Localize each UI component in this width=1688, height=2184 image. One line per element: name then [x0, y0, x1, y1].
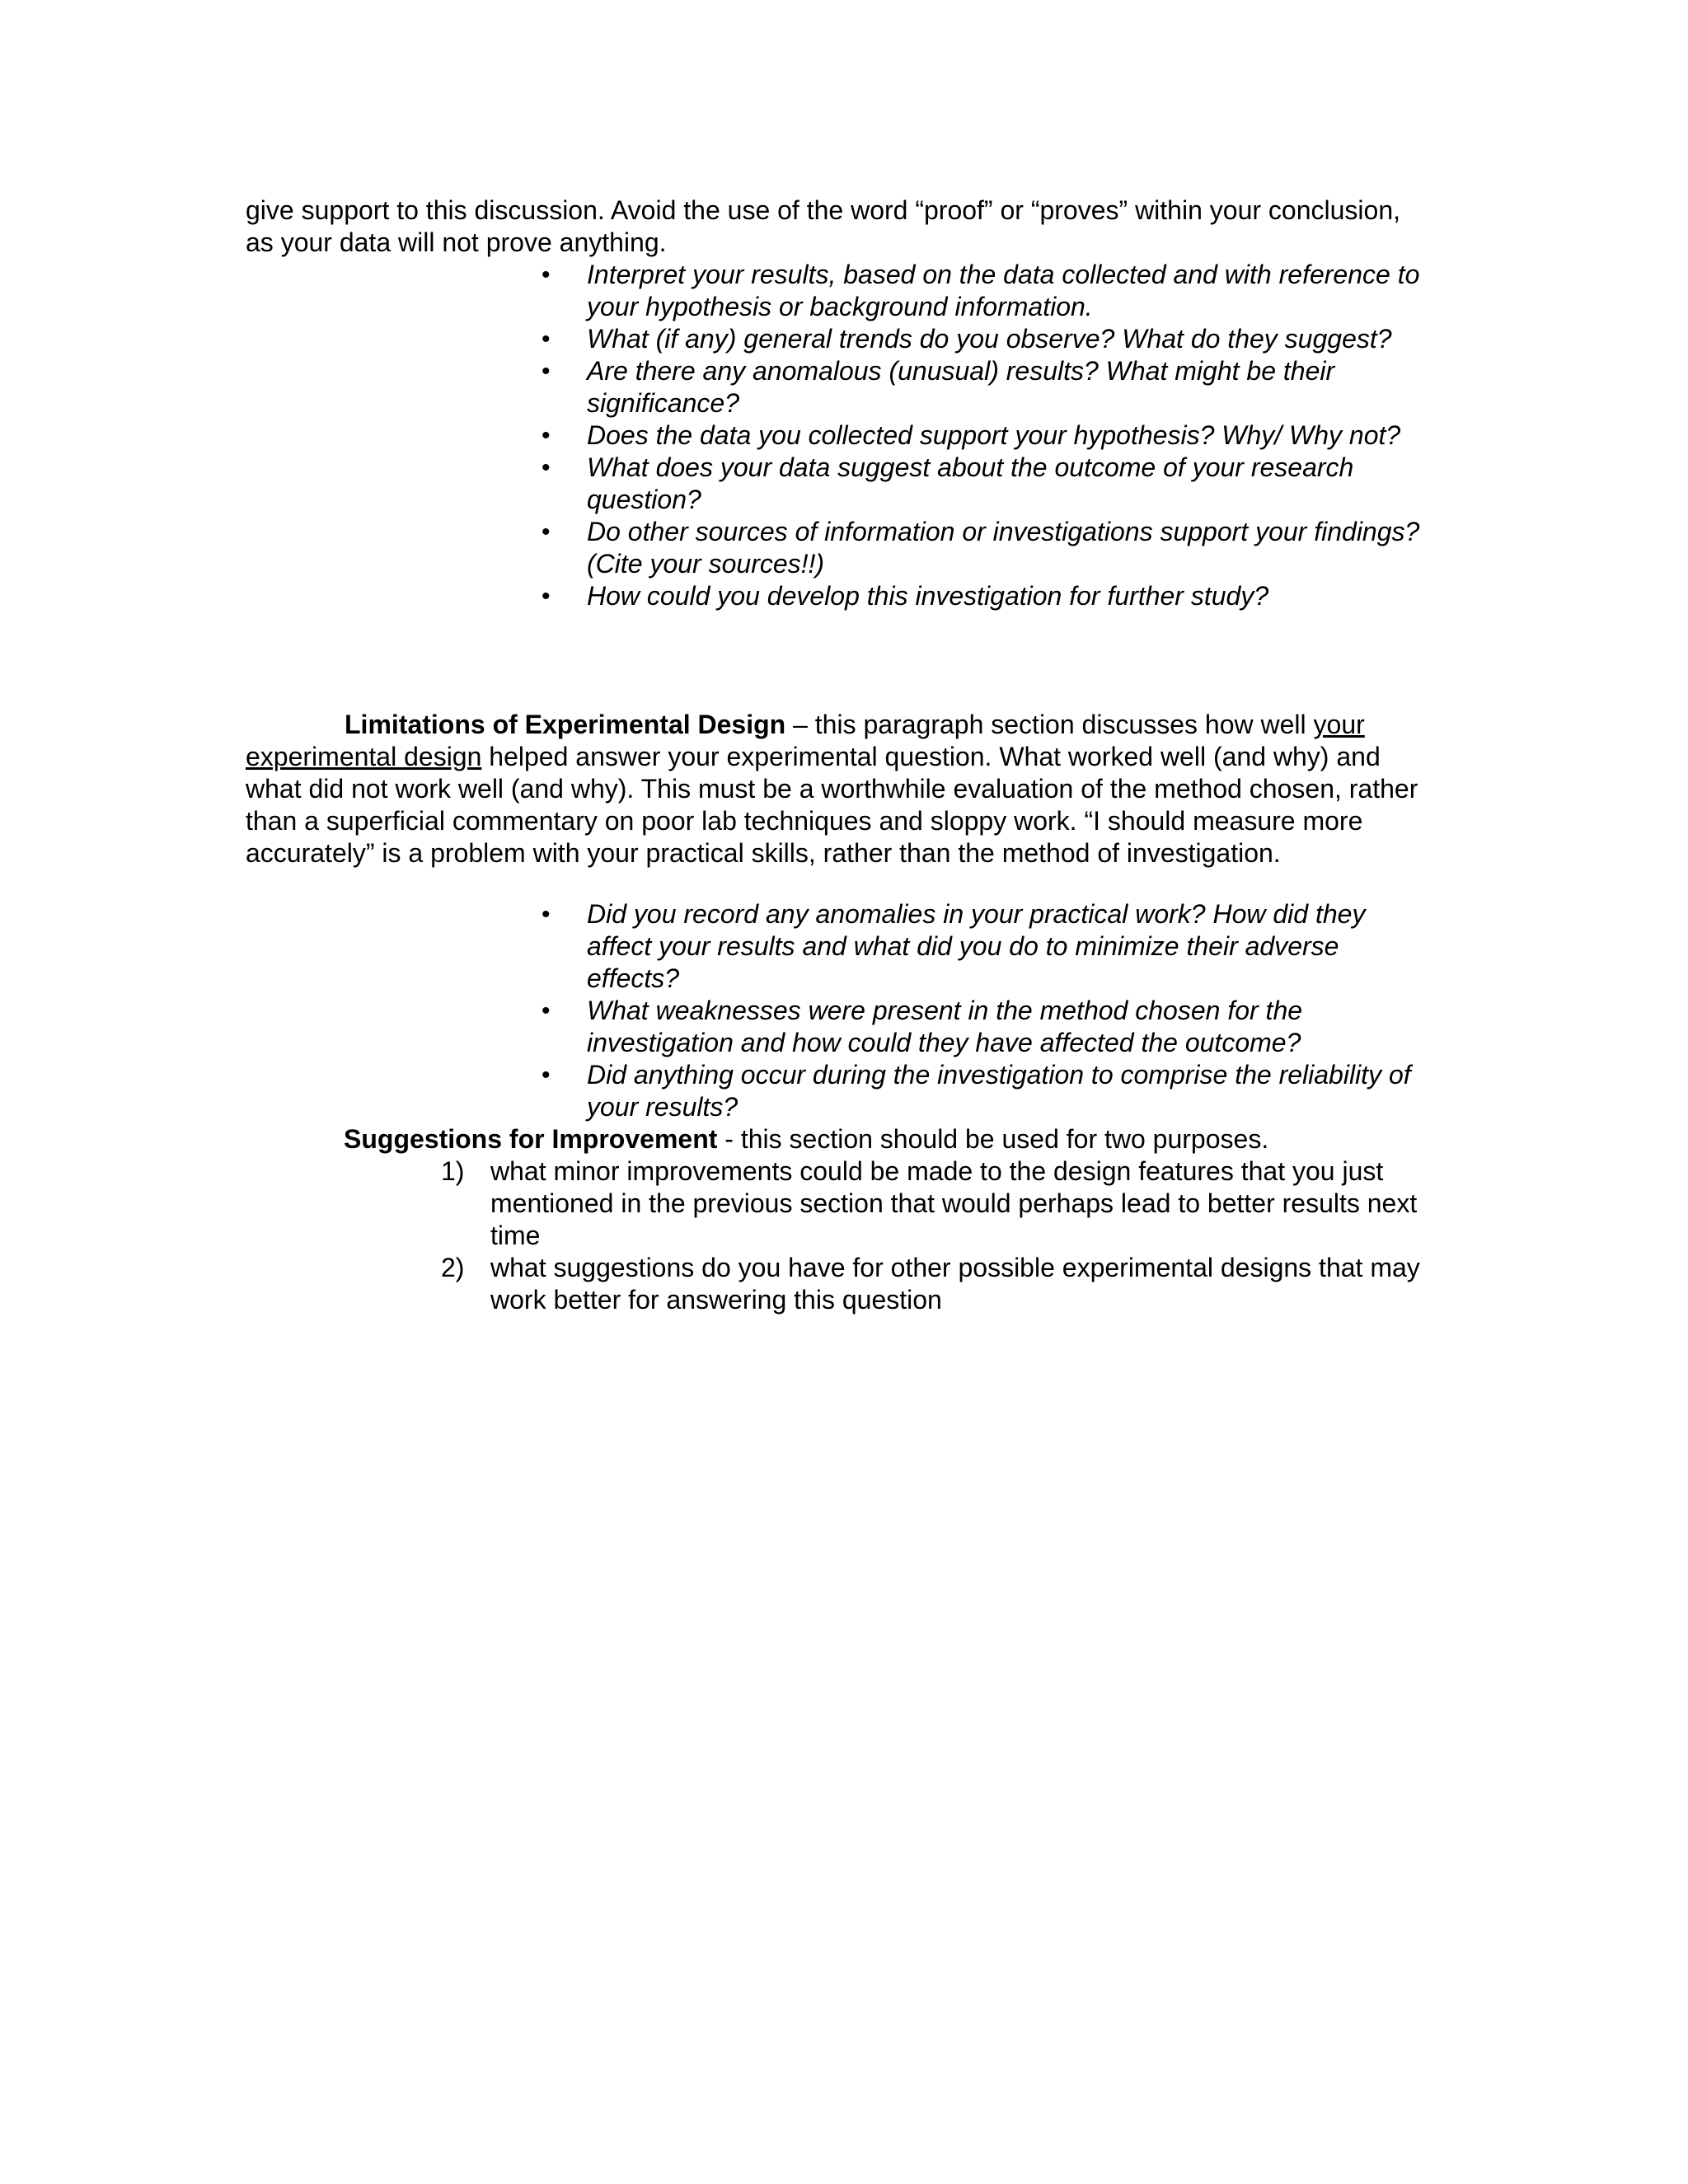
list-item-text: what minor improvements could be made to the design features that you just mentioned in the previous section that would perhaps lead to better results next time: [490, 1156, 1418, 1250]
list-item: [540, 419, 1434, 452]
suggestions-heading: Suggestions for Improvement: [344, 1124, 718, 1154]
list-item: [540, 452, 1434, 516]
list-item: [540, 898, 1434, 995]
limitations-text-b: helped answer your experimental question. What worked well (and why) and what did not work well (and why). This must be a worthwhile evaluation of the method chosen, rather than a superficial commentary on poor lab techniques and sloppy work. “I should measure more accurately” is a problem with your practical skills, rather than the method of investigation.: [246, 742, 1418, 868]
bullet-text: Did you record any anomalies in your practical work? How did they affect your results and what did you do to minimize their adverse effects?: [587, 899, 1366, 993]
bullet-text: Interpret your results, based on the data collected and with reference to your hypothesis or background information.: [587, 260, 1420, 321]
limitations-text-a: – this paragraph section discusses how well: [785, 710, 1314, 739]
bullet-icon: •: [542, 358, 551, 385]
list-item-text: what suggestions do you have for other possible experimental designs that may work better for answering this question: [490, 1253, 1420, 1315]
bullet-text: Did anything occur during the investigation to comprise the reliability of your results?: [587, 1060, 1411, 1122]
limitations-heading: Limitations of Experimental Design: [345, 710, 786, 739]
bullet-icon: •: [542, 422, 551, 449]
list-item: [540, 580, 1434, 612]
bullet-text: Does the data you collected support your hypothesis? Why/ Why not?: [587, 420, 1401, 450]
list-item: [540, 355, 1434, 419]
limitations-underlined-text: your experimental design: [246, 710, 1365, 771]
intro-paragraph: give support to this discussion. Avoid the use of the word “proof” or “proves” within your conclusion, as your data will not prove anything.: [246, 195, 1400, 257]
list-item: [540, 259, 1434, 323]
bullet-text: Are there any anomalous (unusual) results? What might be their significance?: [587, 356, 1335, 418]
bullet-icon: •: [542, 454, 551, 481]
list-item: [540, 323, 1434, 355]
bullet-text: How could you develop this investigation for further study?: [587, 581, 1269, 611]
bullet-icon: •: [542, 518, 551, 546]
bullet-icon: •: [542, 261, 551, 288]
list-number: 2): [441, 1253, 465, 1282]
bullet-icon: •: [542, 997, 551, 1024]
conclusion-bullet-list: [540, 259, 1434, 612]
suggestions-numbered-list: [441, 1155, 1430, 1316]
suggestions-intro: [344, 1123, 1440, 1155]
limitations-bullet-list: [540, 898, 1434, 1123]
bullet-icon: •: [542, 583, 551, 610]
bullet-icon: •: [542, 1062, 551, 1089]
suggestions-text: - this section should be used for two purposes.: [717, 1124, 1269, 1154]
bullet-text: What weaknesses were present in the method chosen for the investigation and how could they have affected the outcome?: [587, 996, 1303, 1057]
list-item: [441, 1155, 1430, 1252]
limitations-paragraph: [246, 709, 1432, 869]
list-item: [540, 1059, 1434, 1123]
bullet-text: What does your data suggest about the outcome of your research question?: [587, 452, 1354, 514]
list-item: [441, 1252, 1430, 1316]
bullet-text: What (if any) general trends do you observe? What do they suggest?: [587, 324, 1392, 354]
list-item: [540, 995, 1434, 1059]
bullet-text: Do other sources of information or investigations support your findings? (Cite your sources!!): [587, 517, 1420, 579]
bullet-icon: •: [542, 326, 551, 353]
list-item: [540, 516, 1434, 580]
list-number: 1): [441, 1156, 465, 1186]
bullet-icon: •: [542, 901, 551, 928]
